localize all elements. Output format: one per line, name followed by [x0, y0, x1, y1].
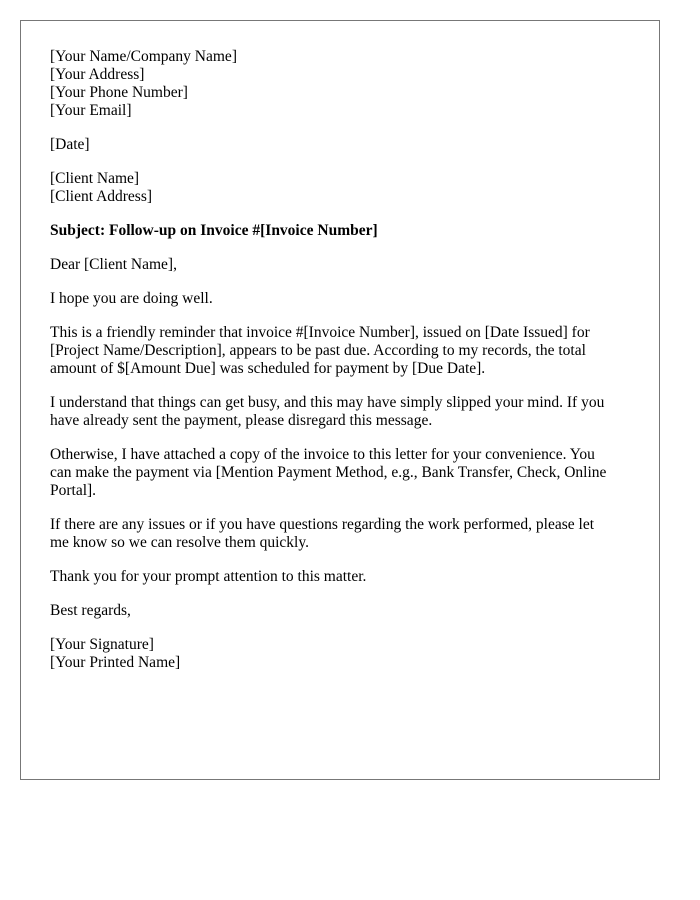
- body-paragraph-2-line-1: This is a friendly reminder that invoice #[Invoice Number], issued on [Date Issued] for: [50, 324, 590, 341]
- body-paragraph-4-line-1: Otherwise, I have attached a copy of the invoice to this letter for your convenience. You: [50, 446, 595, 463]
- salutation: Dear [Client Name],: [50, 256, 177, 273]
- body-paragraph-1: [50, 290, 640, 308]
- sender-block: [50, 48, 640, 120]
- body-paragraph-6: [50, 568, 640, 586]
- body-paragraph-3-line-1: I understand that things can get busy, and this may have simply slipped your mind. If you: [50, 394, 605, 411]
- date-block: [50, 136, 640, 154]
- body-paragraph-5-line-1: If there are any issues or if you have questions regarding the work performed, please let: [50, 516, 595, 533]
- body-paragraph-5: [50, 516, 640, 552]
- subject-line: Subject: Follow-up on Invoice #[Invoice Number]: [50, 222, 378, 239]
- letter-content: [50, 48, 640, 688]
- body-paragraph-2: [50, 324, 640, 378]
- body-paragraph-6-text: Thank you for your prompt attention to this matter.: [50, 568, 367, 585]
- body-paragraph-3: [50, 394, 640, 430]
- closing-block: [50, 602, 640, 620]
- sender-address: [Your Address]: [50, 66, 145, 83]
- signature-placeholder: [Your Signature]: [50, 636, 154, 653]
- sender-email: [Your Email]: [50, 102, 132, 119]
- body-paragraph-2-line-3: amount of $[Amount Due] was scheduled for payment by [Due Date].: [50, 360, 486, 377]
- letter-date: [Date]: [50, 136, 90, 153]
- closing: Best regards,: [50, 602, 131, 619]
- sender-name: [Your Name/Company Name]: [50, 48, 237, 65]
- body-paragraph-5-line-2: me know so we can resolve them quickly.: [50, 534, 309, 551]
- body-paragraph-1-text: I hope you are doing well.: [50, 290, 213, 307]
- recipient-name: [Client Name]: [50, 170, 140, 187]
- body-paragraph-3-line-2: have already sent the payment, please disregard this message.: [50, 412, 433, 429]
- recipient-block: [50, 170, 640, 206]
- sender-phone: [Your Phone Number]: [50, 84, 188, 101]
- recipient-address: [Client Address]: [50, 188, 153, 205]
- subject-block: [50, 222, 640, 240]
- body-paragraph-4-line-2: can make the payment via [Mention Payment Method, e.g., Bank Transfer, Check, Online: [50, 464, 607, 481]
- printed-name: [Your Printed Name]: [50, 654, 181, 671]
- body-paragraph-2-line-2: [Project Name/Description], appears to be past due. According to my records, the total: [50, 342, 586, 359]
- body-paragraph-4: [50, 446, 640, 500]
- signature-block: [50, 636, 640, 672]
- letter-frame: [20, 20, 660, 780]
- body-paragraph-4-line-3: Portal].: [50, 482, 97, 499]
- salutation-block: [50, 256, 640, 274]
